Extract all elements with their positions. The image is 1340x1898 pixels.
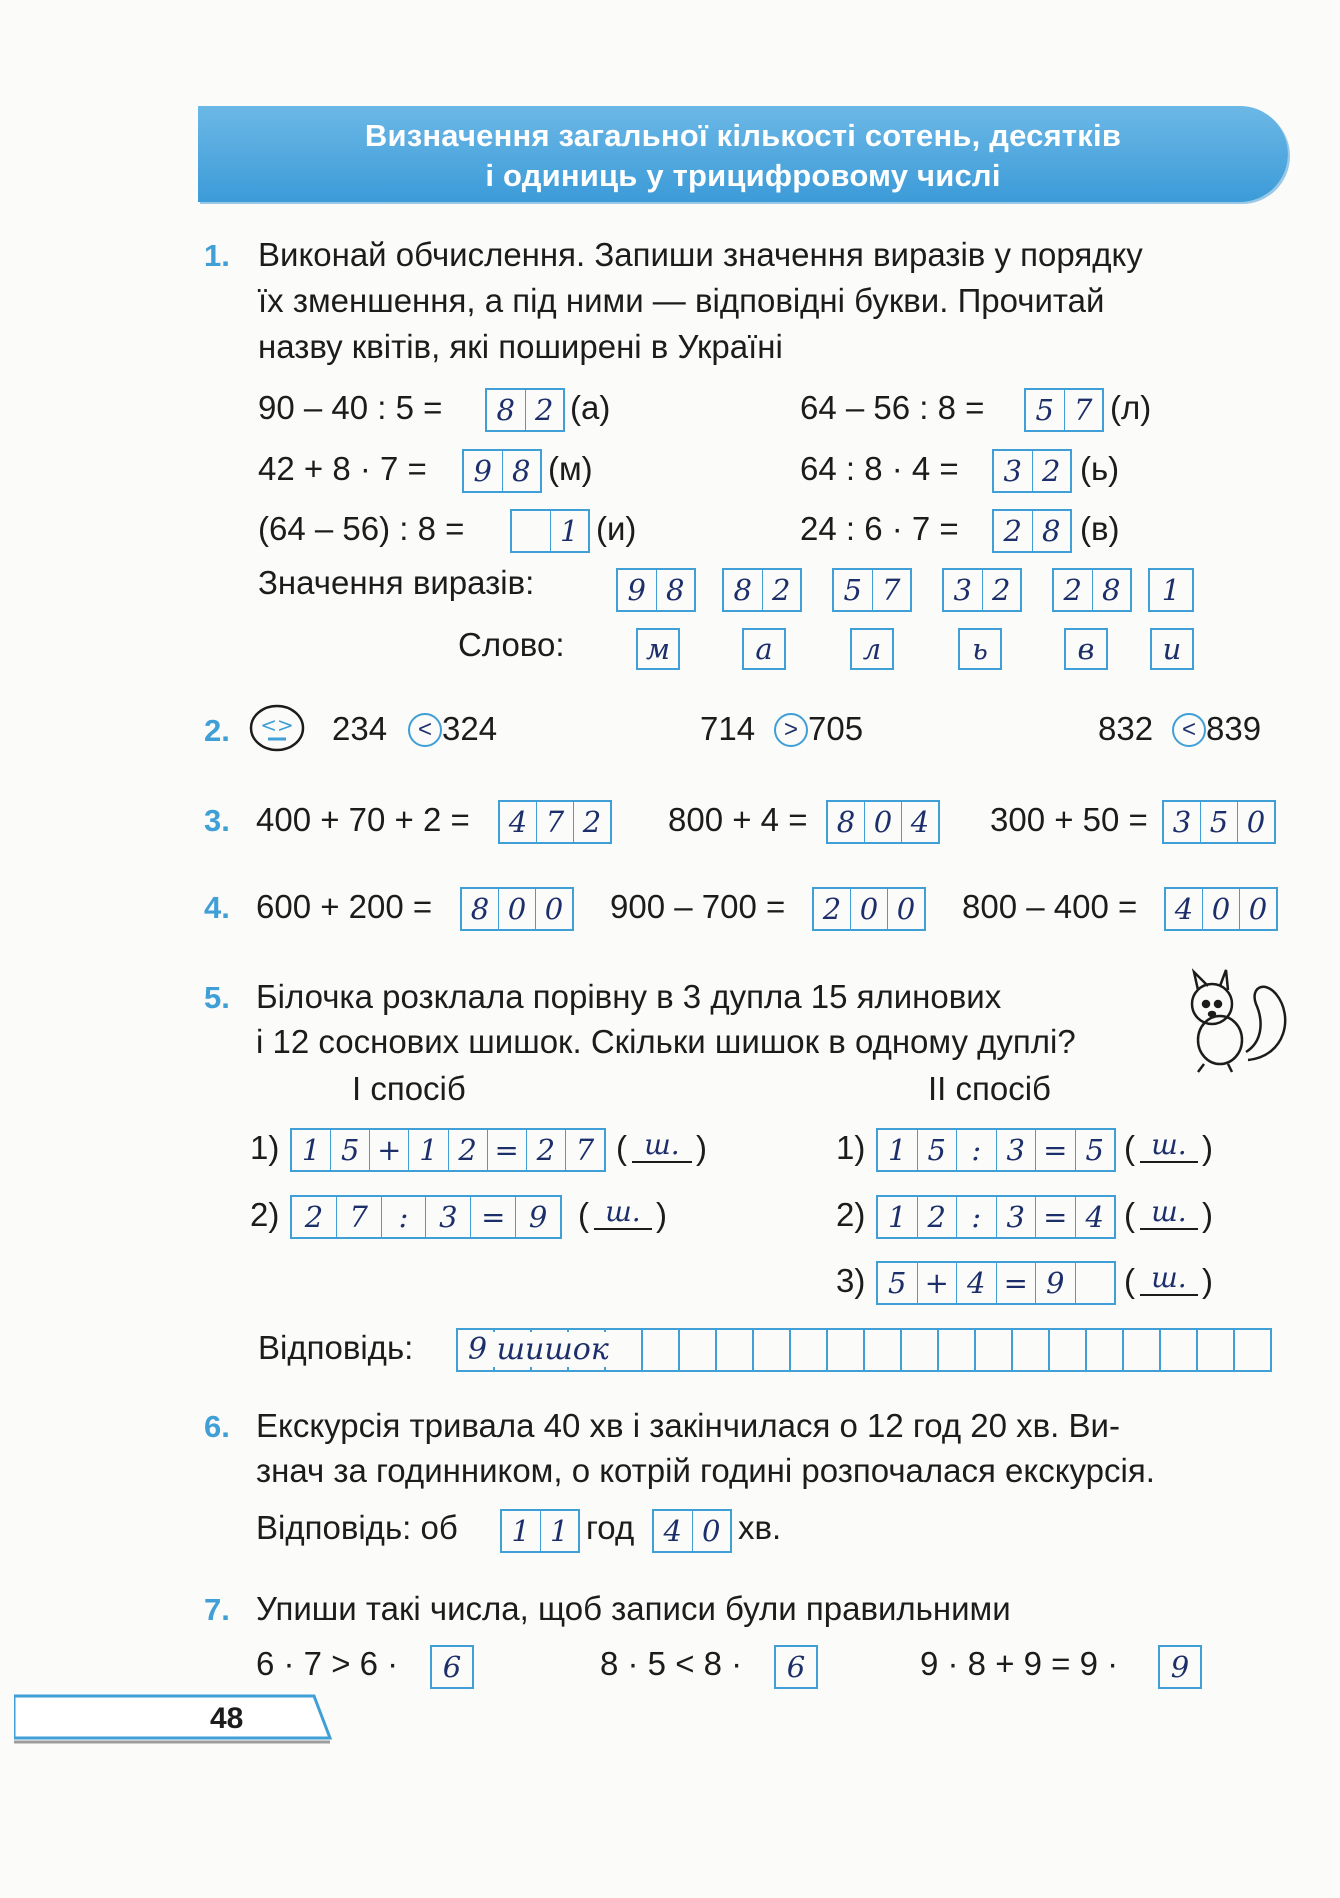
answer-box[interactable]: 4 7 2 [498,800,612,844]
step-number: 1) [250,1129,280,1166]
answer-grid[interactable] [456,1328,1272,1372]
svg-text:<>: <> [260,713,294,737]
letter-label: (ь) [1080,450,1120,487]
exercise-text: знач за годинником, о котрій годині розпочалася екскурсія. [256,1452,1155,1489]
compare-sign[interactable]: < [408,713,442,747]
method-1-heading: І спосіб [352,1070,466,1107]
method-2-heading: ІІ спосіб [928,1070,1051,1107]
step-number: 1) [836,1129,866,1166]
unit-close-paren: ) [1202,1262,1213,1299]
letter-label: (и) [596,510,637,547]
unit-open-paren: ( [1124,1129,1135,1166]
expression: 90 – 40 : 5 = [258,389,443,426]
compare-sign[interactable]: < [1172,713,1206,747]
answer-box[interactable]: 8 0 0 [460,887,574,931]
step-number: 2) [836,1196,866,1233]
exercise-number: 3. [204,803,230,838]
solution-cells[interactable]: 5 + 4 = 9 [876,1261,1116,1305]
page-number: 48 [210,1702,244,1735]
topic-banner [198,106,1288,202]
compare-number: 839 [1206,710,1262,747]
answer-box[interactable]: 8 0 4 [826,800,940,844]
expression: 24 : 6 · 7 = [800,510,959,547]
compare-sign[interactable]: > [774,713,808,747]
exercise-text: назву квітів, які поширені в Україні [258,328,783,365]
value-box[interactable]: 2 8 [1052,568,1132,612]
step-number: 2) [250,1196,280,1233]
compare-number: 324 [442,710,498,747]
letter-label: (а) [570,389,611,426]
unit-open-paren: ( [578,1196,589,1233]
exercise-number: 5. [204,980,230,1015]
word-letter-box[interactable]: ь [958,628,1002,670]
topic-title-line1: Визначення загальної кількості сотень, десятків [364,118,1122,153]
exercise-text: Упиши такі числа, щоб записи були правильними [256,1590,1011,1627]
word-letter-box[interactable]: в [1064,628,1108,670]
exercise-text: їх зменшення, а під ними — відповідні букви. Прочитай [258,282,1105,319]
answer-box[interactable]: 1 [510,509,590,553]
letter-label: (в) [1080,510,1120,547]
word-letter-box[interactable]: и [1150,628,1194,670]
unit-open-paren: ( [1124,1262,1135,1299]
letter-label: (м) [548,450,593,487]
solution-cells[interactable]: 1 5 : 3 = 5 [876,1128,1116,1172]
solution-cells[interactable]: 1 2 : 3 = 4 [876,1195,1116,1239]
unit-close-paren: ) [656,1196,667,1233]
word-letter-box[interactable]: а [742,628,786,670]
expression: 900 – 700 = [610,888,786,925]
letter-label: (л) [1110,389,1152,426]
unit-close-paren: ) [1202,1129,1213,1166]
exercise-text: Виконай обчислення. Запиши значення виразів у порядку [258,236,1143,273]
unit-open-paren: ( [616,1129,627,1166]
answer-label: Відповідь: [258,1329,414,1366]
value-box[interactable]: 9 8 [616,568,696,612]
compare-number: 714 [700,710,756,747]
step-number: 3) [836,1262,866,1299]
compare-number: 832 [1098,710,1154,747]
unit-answer[interactable]: ш. [1140,1261,1198,1296]
exercise-number: 2. [204,713,230,748]
expression: 8 · 5 < 8 · [600,1645,743,1682]
expression: 64 – 56 : 8 = [800,389,985,426]
unit-close-paren: ) [1202,1196,1213,1233]
unit-answer[interactable]: ш. [594,1195,652,1230]
answer-box[interactable]: 5 7 [1024,388,1104,432]
exercise-text: Білочка розклала порівну в 3 дупла 15 ялинових [256,978,1002,1015]
exercise-number: 1. [204,238,230,273]
minutes-word: хв. [738,1509,782,1546]
page-number-tab [14,1690,334,1746]
unit-open-paren: ( [1124,1196,1135,1233]
unit-answer[interactable]: ш. [632,1128,692,1163]
word-letter-box[interactable]: л [850,628,894,670]
exercise-text: Екскурсія тривала 40 хв і закінчилася о 12 год 20 хв. Ви- [256,1407,1120,1444]
expression: 400 + 70 + 2 = [256,801,470,838]
solution-cells[interactable]: 2 7 : 3 = 9 [290,1195,562,1239]
value-box[interactable]: 5 7 [832,568,912,612]
answer-box[interactable]: 2 8 [992,509,1072,553]
answer-box[interactable]: 4 0 0 [1164,887,1278,931]
value-box[interactable]: 1 [1148,568,1194,612]
answer-box[interactable]: 3 5 0 [1162,800,1276,844]
answer-box[interactable]: 6 [774,1645,818,1689]
squirrel-illustration [1168,960,1298,1080]
expression: 6 · 7 > 6 · [256,1645,399,1682]
unit-answer[interactable]: ш. [1140,1195,1198,1230]
word-label: Слово: [458,626,565,663]
exercise-text: і 12 соснових шишок. Скільки шишок в одному дуплі? [256,1023,1076,1060]
minutes-box[interactable]: 4 0 [652,1509,732,1553]
value-box[interactable]: 3 2 [942,568,1022,612]
expression: 64 : 8 · 4 = [800,450,959,487]
hours-box[interactable]: 1 1 [500,1509,580,1553]
expression: 600 + 200 = [256,888,433,925]
compare-number: 705 [808,710,864,747]
exercise-number: 7. [204,1592,230,1627]
answer-box[interactable]: 9 [1158,1645,1202,1689]
compare-number: 234 [332,710,388,747]
answer-box[interactable]: 2 0 0 [812,887,926,931]
expression: 42 + 8 · 7 = [258,450,427,487]
expression: 9 · 8 + 9 = 9 · [920,1645,1119,1682]
answer-prefix: Відповідь: об [256,1509,458,1546]
unit-answer[interactable]: ш. [1140,1128,1198,1163]
answer-box[interactable]: 6 [430,1645,474,1689]
answer-box[interactable]: 8 2 [485,388,565,432]
answer-box[interactable]: 9 8 [462,449,542,493]
topic-title-line2: і одиниць у трицифровому числі [485,158,1001,193]
word-letter-box[interactable]: м [636,628,680,670]
expression: 800 – 400 = [962,888,1138,925]
exercise-number: 4. [204,890,230,925]
compare-icon [248,703,306,753]
answer-text: 9 шишок [464,1332,613,1367]
exercise-number: 6. [204,1409,230,1444]
answer-box[interactable]: 3 2 [992,449,1072,493]
expression: (64 – 56) : 8 = [258,510,465,547]
hours-word: год [586,1509,635,1546]
solution-cells[interactable]: 1 5 + 1 2 = 2 7 [290,1128,606,1172]
expression: 300 + 50 = [990,801,1148,838]
values-label: Значення виразів: [258,564,535,601]
unit-close-paren: ) [696,1129,707,1166]
value-box[interactable]: 8 2 [722,568,802,612]
expression: 800 + 4 = [668,801,808,838]
